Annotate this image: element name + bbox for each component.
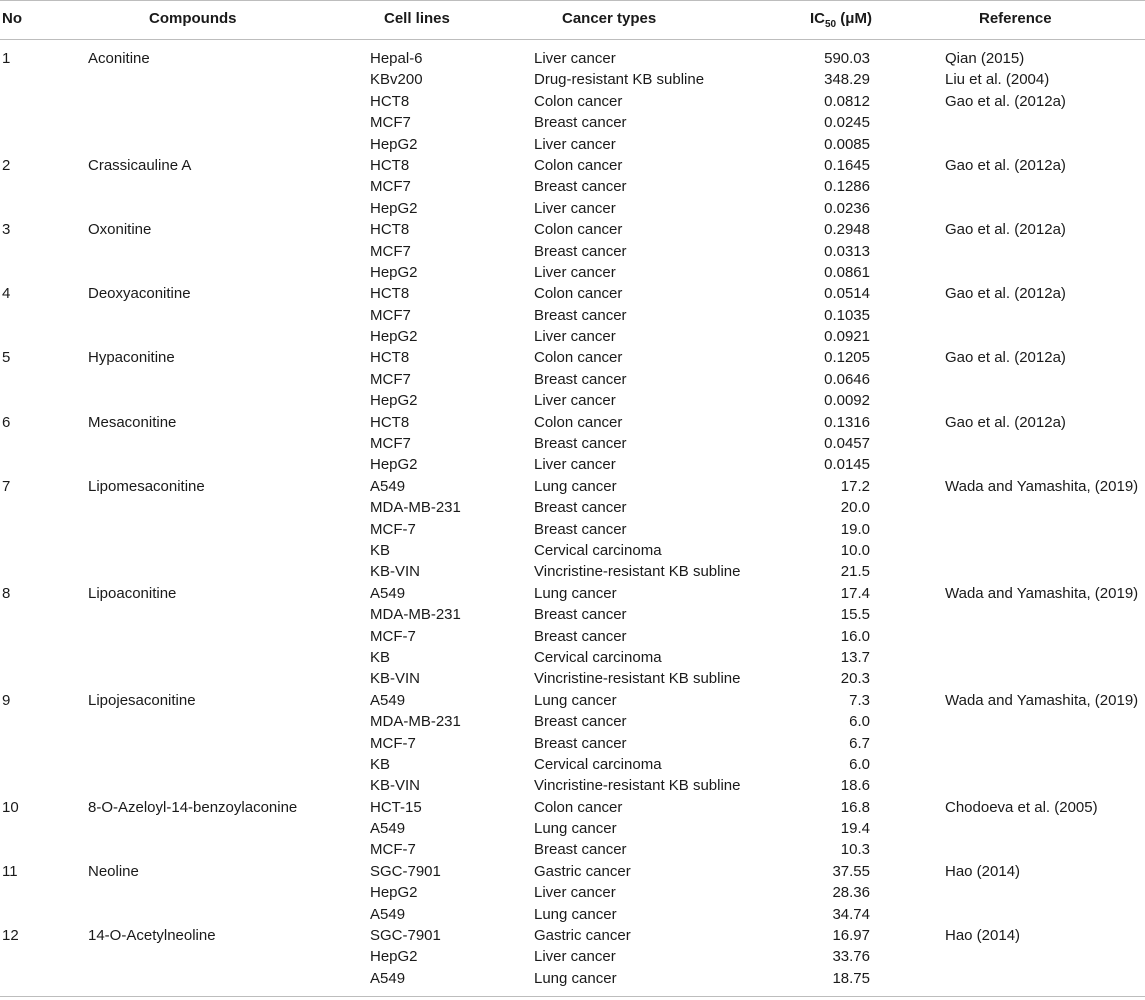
cell-ic50: 0.0514 [824,285,870,303]
table-bottom-rule [0,996,1145,997]
cell-cancer-type: Breast cancer [534,499,627,517]
cell-compound: Lipoaconitine [88,584,177,602]
cell-line: MCF-7 [370,841,416,859]
cell-ic50: 20.0 [840,499,870,517]
table-row [0,69,1145,90]
cell-cancer-type: Breast cancer [534,306,627,324]
header-ic50-unit: (μM) [836,10,872,27]
table-row [0,818,1145,839]
table-row [0,241,1145,262]
cell-ic50: 0.0145 [824,456,870,474]
cell-reference: Gao et al. (2012a) [945,156,1066,174]
cell-ic50: 18.6 [840,777,870,795]
cell-cancer-type: Breast cancer [534,520,627,538]
cell-compound: Hypaconitine [88,349,175,367]
cell-no: 10 [2,798,19,816]
header-ic50 [810,10,872,30]
cell-ic50: 18.75 [832,969,870,987]
cell-cancer-type: Colon cancer [534,798,623,816]
header-ic50-main: IC [810,10,825,27]
cell-cancer-type: Vincristine-resistant KB subline [534,670,741,688]
cell-line: HepG2 [370,884,418,902]
cell-line: KB-VIN [370,670,421,688]
cell-line: KB-VIN [370,777,421,795]
cell-cancer-type: Vincristine-resistant KB subline [534,563,741,581]
cell-line: MCF7 [370,114,411,132]
cell-line: A549 [370,584,406,602]
cell-compound: Mesaconitine [88,413,177,431]
table-row [0,626,1145,647]
table-row [0,390,1145,411]
table-row [0,198,1145,219]
cell-cancer-type: Cervical carcinoma [534,541,662,559]
header-no: No [2,10,22,27]
table-row [0,476,1145,497]
cell-line: HepG2 [370,199,418,217]
cell-cancer-type: Gastric cancer [534,862,631,880]
cell-cancer-type: Liver cancer [534,199,616,217]
cell-line: A549 [370,905,406,923]
cell-line: MCF7 [370,242,411,260]
cell-line: MCF7 [370,178,411,196]
cell-cancer-type: Breast cancer [534,627,627,645]
table-row [0,647,1145,668]
cell-line: MDA-MB-231 [370,713,461,731]
cell-ic50: 33.76 [832,948,870,966]
table-row [0,155,1145,176]
table-row [0,583,1145,604]
cell-ic50: 13.7 [840,648,870,666]
cell-ic50: 0.1286 [824,178,870,196]
table-row [0,775,1145,796]
cell-line: HCT8 [370,92,410,110]
cell-reference: Liu et al. (2004) [945,71,1050,89]
cell-line: KB [370,755,391,773]
cell-line: KB [370,648,391,666]
cell-ic50: 0.0092 [824,392,870,410]
cell-reference: Gao et al. (2012a) [945,349,1066,367]
cell-cancer-type: Liver cancer [534,135,616,153]
cell-reference: Wada and Yamashita, (2019) [945,691,1139,709]
header-ic50-sub: 50 [825,19,837,30]
cell-no: 1 [2,50,11,67]
cell-line: HCT-15 [370,798,422,816]
cell-line: HCT8 [370,156,410,174]
cell-cancer-type: Drug-resistant KB subline [534,71,705,89]
table-row [0,454,1145,475]
cell-line: HepG2 [370,948,418,966]
cell-line: HepG2 [370,263,418,281]
table-row [0,283,1145,304]
cell-cancer-type: Lung cancer [534,584,617,602]
cell-cancer-type: Liver cancer [534,948,616,966]
cell-compound: Deoxyaconitine [88,285,191,303]
table-row [0,48,1145,69]
cell-cancer-type: Lung cancer [534,820,617,838]
cell-cancer-type: Colon cancer [534,92,623,110]
table-row [0,839,1145,860]
table-row [0,882,1145,903]
cell-ic50: 0.0085 [824,135,870,153]
cell-ic50: 0.2948 [824,221,870,239]
cell-cancer-type: Breast cancer [534,435,627,453]
table-row [0,754,1145,775]
cell-reference: Wada and Yamashita, (2019) [945,477,1139,495]
cell-line: A549 [370,969,406,987]
cell-ic50: 6.0 [849,755,870,773]
cell-ic50: 21.5 [840,563,870,581]
cell-compound: Crassicauline A [88,156,192,174]
cell-ic50: 20.3 [840,670,870,688]
cell-no: 3 [2,221,11,239]
table-row [0,925,1145,946]
cell-compound: Lipojesaconitine [88,691,196,709]
cell-no: 8 [2,584,11,602]
cell-cancer-type: Cervical carcinoma [534,648,662,666]
table-row [0,904,1145,925]
cell-cancer-type: Colon cancer [534,156,623,174]
cell-compound: 14-O-Acetylneoline [88,927,216,945]
table-row [0,519,1145,540]
cell-ic50: 0.0812 [824,92,870,110]
cell-line: MCF7 [370,306,411,324]
cell-ic50: 0.0861 [824,263,870,281]
cell-reference: Gao et al. (2012a) [945,92,1066,110]
cell-line: MDA-MB-231 [370,606,461,624]
cell-cancer-type: Breast cancer [534,114,627,132]
cell-cancer-type: Breast cancer [534,713,627,731]
table-row [0,91,1145,112]
cell-line: KB [370,541,391,559]
cell-ic50: 19.4 [840,820,870,838]
table-row [0,497,1145,518]
cell-cancer-type: Gastric cancer [534,927,631,945]
cell-cancer-type: Breast cancer [534,606,627,624]
cell-cancer-type: Breast cancer [534,734,627,752]
cell-cancer-type: Liver cancer [534,263,616,281]
cell-ic50: 0.0921 [824,328,870,346]
cell-cancer-type: Vincristine-resistant KB subline [534,777,741,795]
cell-no: 11 [2,862,18,880]
cell-ic50: 0.0313 [824,242,870,260]
table-row [0,369,1145,390]
cell-ic50: 0.0646 [824,370,870,388]
cell-ic50: 0.0236 [824,199,870,217]
cell-cancer-type: Breast cancer [534,370,627,388]
table-row [0,305,1145,326]
table-row [0,262,1145,283]
cell-no: 5 [2,349,11,367]
cell-ic50: 6.7 [849,734,870,752]
cell-ic50: 10.0 [840,541,870,559]
table-row [0,946,1145,967]
table-row [0,733,1145,754]
cell-line: MCF-7 [370,734,416,752]
cell-line: SGC-7901 [370,927,441,945]
cell-ic50: 16.0 [840,627,870,645]
table-row [0,561,1145,582]
table-row [0,347,1145,368]
cell-no: 7 [2,477,11,495]
table-body [0,48,1145,989]
cell-no: 9 [2,691,11,709]
cell-line: A549 [370,691,406,709]
table-row [0,176,1145,197]
cell-cancer-type: Liver cancer [534,456,616,474]
cell-ic50: 37.55 [832,862,870,880]
cell-ic50: 348.29 [824,71,870,89]
cell-cancer-type: Lung cancer [534,691,617,709]
cell-ic50: 0.1035 [824,306,870,324]
cell-compound: Oxonitine [88,221,152,239]
cell-line: KB-VIN [370,563,421,581]
table-row [0,219,1145,240]
cell-ic50: 17.2 [840,477,870,495]
cell-ic50: 28.36 [832,884,870,902]
cell-no: 6 [2,413,11,431]
cell-line: HepG2 [370,392,418,410]
cell-ic50: 34.74 [832,905,870,923]
cell-ic50: 0.0457 [824,435,870,453]
cell-line: MDA-MB-231 [370,499,461,517]
header-cell-lines: Cell lines [384,10,450,27]
table-row [0,604,1145,625]
cell-cancer-type: Liver cancer [534,50,616,67]
cell-ic50: 15.5 [840,606,870,624]
cell-ic50: 6.0 [849,713,870,731]
cell-cancer-type: Breast cancer [534,178,627,196]
cell-cancer-type: Liver cancer [534,884,616,902]
cell-cancer-type: Breast cancer [534,242,627,260]
cell-line: MCF-7 [370,520,416,538]
cell-line: HepG2 [370,456,418,474]
table-row [0,540,1145,561]
cell-line: A549 [370,477,406,495]
cell-cancer-type: Breast cancer [534,841,627,859]
cell-line: MCF7 [370,435,411,453]
table-row [0,861,1145,882]
cell-reference: Gao et al. (2012a) [945,221,1066,239]
cell-ic50: 16.8 [840,798,870,816]
table-row [0,797,1145,818]
table-row [0,326,1145,347]
cell-reference: Gao et al. (2012a) [945,285,1066,303]
header-compounds: Compounds [149,10,237,27]
table-header [0,0,1145,40]
cell-reference: Gao et al. (2012a) [945,413,1066,431]
cell-line: HepG2 [370,328,418,346]
cell-line: HCT8 [370,413,410,431]
cell-ic50: 10.3 [840,841,870,859]
cell-ic50: 0.1316 [824,413,870,431]
cell-line: HepG2 [370,135,418,153]
cell-cancer-type: Liver cancer [534,392,616,410]
cell-cancer-type: Colon cancer [534,285,623,303]
cell-compound: 8-O-Azeloyl-14-benzoylaconine [88,798,298,816]
cell-reference: Qian (2015) [945,50,1025,67]
table-row [0,112,1145,133]
cell-cancer-type: Lung cancer [534,969,617,987]
cell-line: HCT8 [370,349,410,367]
cell-ic50: 19.0 [840,520,870,538]
table-row [0,412,1145,433]
cell-compound: Aconitine [88,50,150,67]
cell-line: HCT8 [370,221,410,239]
table-row [0,433,1145,454]
cell-reference: Wada and Yamashita, (2019) [945,584,1139,602]
table-row [0,668,1145,689]
table-row [0,711,1145,732]
cell-cancer-type: Lung cancer [534,477,617,495]
cell-ic50: 16.97 [832,927,870,945]
cell-cancer-type: Colon cancer [534,221,623,239]
table-row [0,968,1145,989]
cell-line: KBv200 [370,71,423,89]
cell-line: A549 [370,820,406,838]
cell-compound: Lipomesaconitine [88,477,205,495]
cell-line: Hepal-6 [370,50,423,67]
cell-ic50: 0.1645 [824,156,870,174]
cell-ic50: 0.1205 [824,349,870,367]
cell-cancer-type: Colon cancer [534,413,623,431]
cell-reference: Chodoeva et al. (2005) [945,798,1098,816]
cell-no: 4 [2,285,11,303]
header-cancer-types: Cancer types [562,10,657,27]
cell-ic50: 590.03 [824,50,870,67]
cell-cancer-type: Colon cancer [534,349,623,367]
cell-line: MCF-7 [370,627,416,645]
cell-no: 12 [2,927,19,945]
cell-ic50: 0.0245 [824,114,870,132]
cell-cancer-type: Cervical carcinoma [534,755,662,773]
cell-ic50: 7.3 [849,691,870,709]
cell-line: MCF7 [370,370,411,388]
cell-line: SGC-7901 [370,862,441,880]
cell-cancer-type: Liver cancer [534,328,616,346]
cell-reference: Hao (2014) [945,862,1021,880]
cell-reference: Hao (2014) [945,927,1021,945]
cell-ic50: 17.4 [840,584,870,602]
cell-line: HCT8 [370,285,410,303]
cell-cancer-type: Lung cancer [534,905,617,923]
table-row [0,134,1145,155]
table-row [0,690,1145,711]
header-reference: Reference [979,10,1052,27]
cell-no: 2 [2,156,11,174]
cell-compound: Neoline [88,862,139,880]
